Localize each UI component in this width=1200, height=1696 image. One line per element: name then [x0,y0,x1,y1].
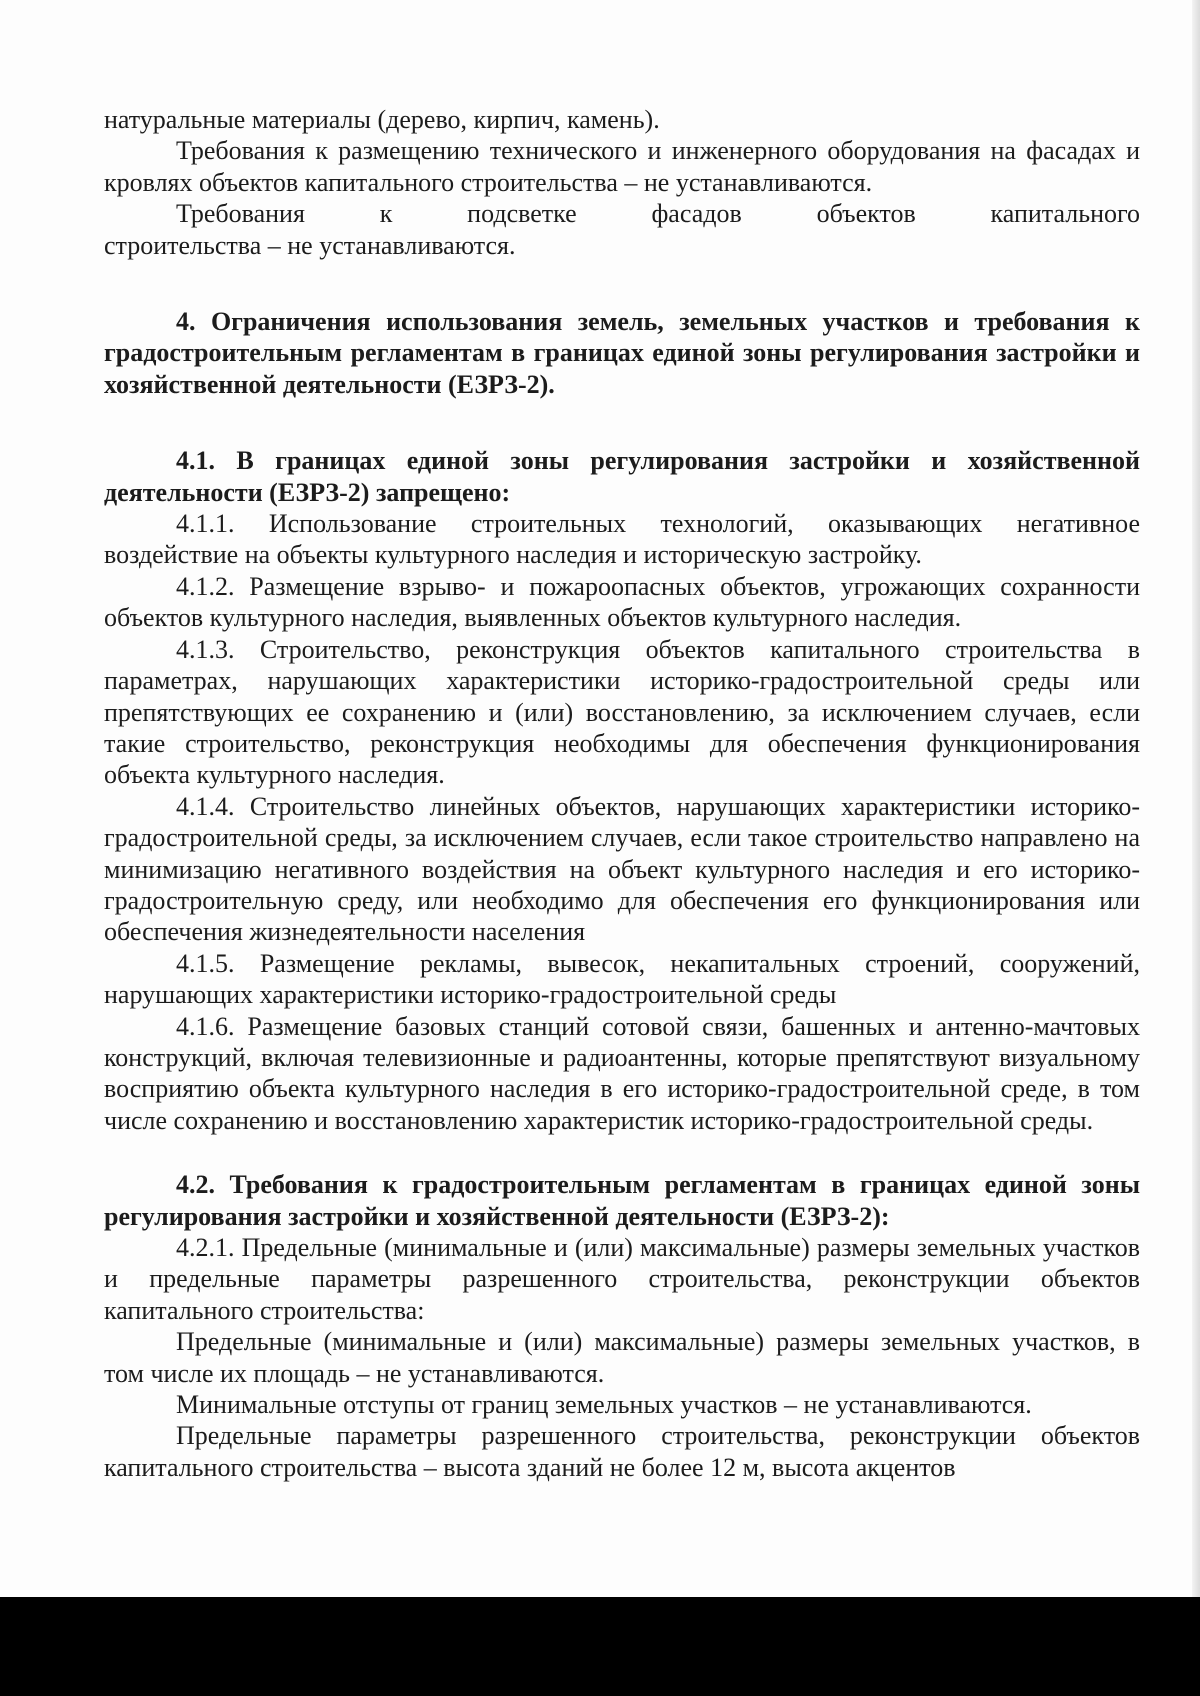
scan-edge [1192,0,1200,1597]
clause-4-1-5: 4.1.5. Размещение рекламы, вывесок, некапитальных строений, сооружений, нарушающих характеристики историко-градостроительной среды [104,948,1140,1010]
section-4-2-heading: 4.2. Требования к градостроительным регламентам в границах единой зоны регулирования застройки и хозяйственной деятельности (ЕЗРЗ-2): [104,1170,1140,1231]
paragraph-building-parameters: Предельные параметры разрешенного строительства, реконструкции объектов капитального строительства – высота зданий не более 12 м, высота акцентов [104,1421,1140,1482]
clause-4-1-4: 4.1.4. Строительство линейных объектов, нарушающих характеристики историко-градостроительной среды, за исключением случаев, если такое строительство направлено на минимизацию негативного воздействия на объект культурного наследия и его историко-градостроительную среду, или необходимо для обеспечения его функционирования или обеспечения жизнедеятельности населения [104,791,1140,947]
clause-4-1-1: 4.1.1. Использование строительных технологий, оказывающих негативное воздействие на объекты культурного наследия и историческую застройку. [104,509,1140,570]
section-4-heading: 4. Ограничения использования земель, земельных участков и требования к градостроительным регламентам в границах единой зоны регулирования застройки и хозяйственной деятельности (ЕЗРЗ-2). [104,307,1140,399]
spacer [104,400,1140,445]
paragraph-lighting-requirements-line2: строительства – не устанавливаются. [104,230,516,260]
section-4-1-heading: 4.1. В границах единой зоны регулирования застройки и хозяйственной деятельности (ЕЗРЗ-2) запрещено: [104,446,1140,507]
spacer [104,1136,1140,1169]
bottom-black-bar [0,1597,1200,1696]
clause-4-1-3: 4.1.3. Строительство, реконструкция объектов капитального строительства в параметрах, нарушающих характеристики историко-градостроительной среды или препятствующих ее сохранению и (или) восстановлению, за исключением случаев, если такие строительство, реконструкция необходимы для обеспечения функционирования объекта культурного наследия. [104,634,1140,790]
paragraph-setbacks: Минимальные отступы от границ земельных участков – не устанавливаются. [176,1390,1032,1420]
clause-4-1-6: 4.1.6. Размещение базовых станций сотовой связи, башенных и антенно-мачтовых конструкций, включая телевизионные и радиоантенны, которые препятствуют визуальному восприятию объекта культурного наследия в его историко-градостроительной среде, в том числе сохранению и восстановлению характеристик историко-градостроительной среды. [104,1011,1140,1135]
clause-4-1-2: 4.1.2. Размещение взрыво- и пожароопасных объектов, угрожающих сохранности объектов культурного наследия, выявленных объектов культурного наследия. [104,571,1140,633]
clause-4-2-1: 4.2.1. Предельные (минимальные и (или) максимальные) размеры земельных участков и предельные параметры разрешенного строительства, реконструкции объектов капитального строительства: [104,1233,1140,1325]
paragraph-intro: натуральные материалы (дерево, кирпич, камень). [104,105,660,134]
paragraph-plot-sizes: Предельные (минимальные и (или) максимальные) размеры земельных участков, в том числе их площадь – не устанавливаются. [104,1327,1140,1388]
spacer [104,261,1140,306]
paragraph-equipment-requirements: Требования к размещению технического и инженерного оборудования на фасадах и кровлях объектов капитального строительства – не устанавливаются. [104,136,1140,197]
paragraph-lighting-requirements-line1: Требования к подсветке фасадов объектов капитального [176,199,1140,229]
document-body [104,104,1140,1483]
